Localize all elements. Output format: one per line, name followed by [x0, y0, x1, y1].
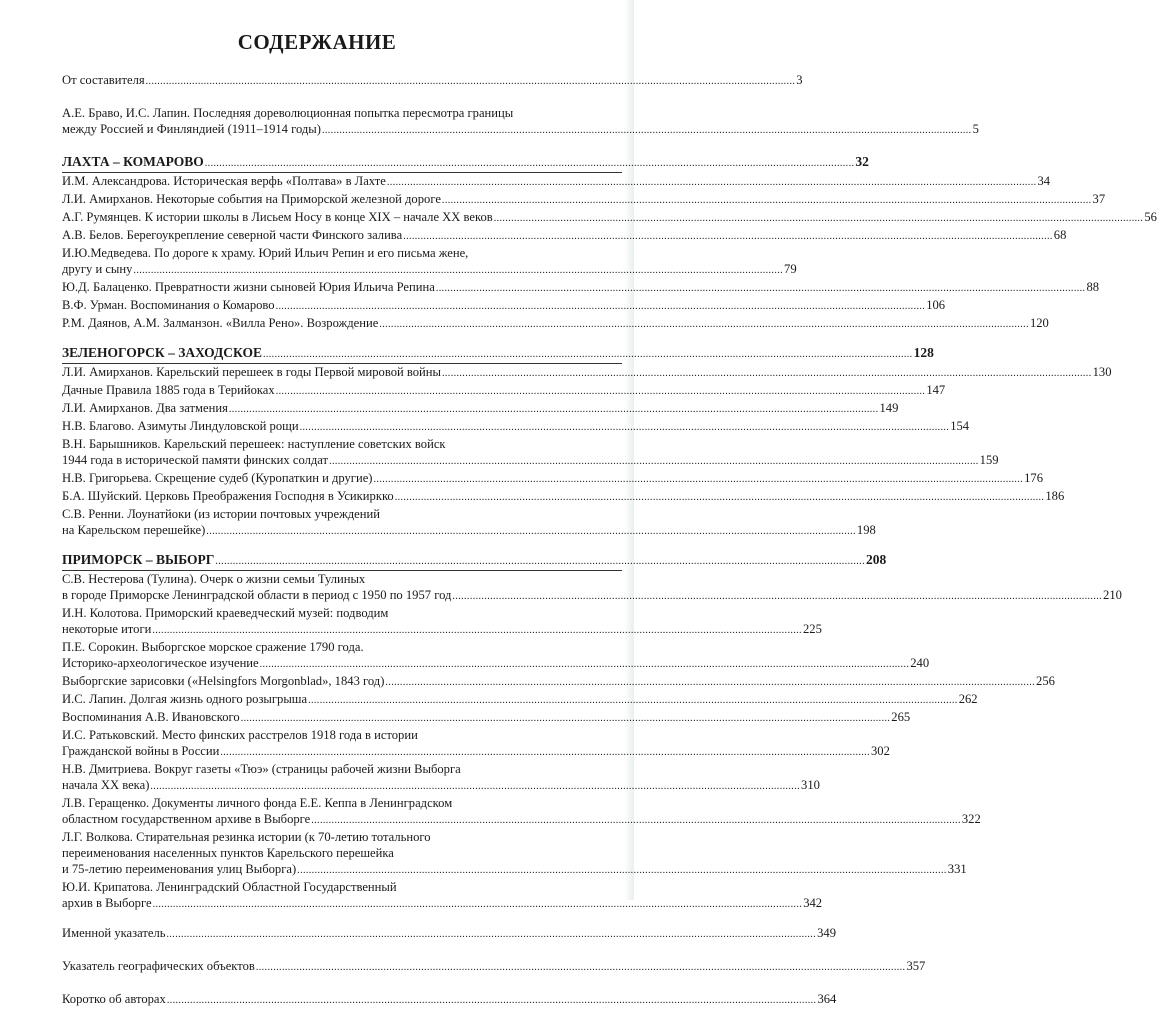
entry-title: Коротко об авторах	[62, 992, 166, 1006]
entry-title: областном государственном архиве в Выборге	[62, 812, 311, 826]
page-number: 159	[979, 453, 999, 467]
entry-title: Н.В. Благово. Азимуты Линдуловской рощи	[62, 419, 299, 433]
dot-leader	[167, 925, 817, 943]
page-number: 322	[961, 812, 981, 826]
dot-leader	[442, 191, 1092, 209]
page-number: 208	[865, 552, 887, 567]
toc-row	[62, 315, 1049, 333]
toc-entry	[62, 382, 946, 400]
toc-entry	[62, 315, 1049, 333]
entry-line: И.С. Ратьковский. Место финских расстрелов 1918 года в истории	[62, 728, 418, 742]
toc-entry	[62, 761, 820, 795]
toc-entry	[62, 209, 1157, 227]
dot-leader	[387, 173, 1037, 191]
dot-leader	[300, 418, 950, 436]
dot-leader	[133, 261, 783, 279]
toc-entry	[62, 795, 981, 829]
toc-entry	[62, 709, 911, 727]
toc-row	[62, 470, 1044, 488]
entry-title: Историко-археологическое изучение	[62, 656, 259, 670]
toc-row	[62, 452, 999, 470]
toc-entry	[62, 418, 970, 436]
page-number: 34	[1037, 174, 1051, 188]
table-of-contents	[62, 72, 1157, 1024]
page-number: 37	[1092, 192, 1106, 206]
page-number: 147	[926, 383, 946, 397]
entry-title: Выборгские зарисовки («Helsingfors Morgonblad», 1843 год)	[62, 674, 385, 688]
toc-row	[62, 345, 934, 364]
dot-leader	[442, 364, 1092, 382]
entry-title: начала XX века)	[62, 778, 150, 792]
toc-row	[62, 209, 1157, 227]
dot-leader	[256, 958, 906, 976]
toc-row	[62, 655, 930, 673]
entry-title: Р.М. Даянов, А.М. Залманзон. «Вилла Рено». Возрождение	[62, 316, 379, 330]
dot-leader	[297, 861, 947, 879]
entry-line: С.В. Нестерова (Тулина). Очерк о жизни семьи Тулиных	[62, 572, 366, 586]
entry-title: и 75-летию переименования улиц Выборга)	[62, 862, 297, 876]
entry-title: Л.И. Амирханов. Карельский перешеек в годы Первой мировой войны	[62, 365, 441, 379]
entry-title: Л.И. Амирханов. Два затмения	[62, 401, 228, 415]
entry-line: И.Ю.Медведева. По дороге к храму. Юрий Ильич Репин и его письма жене,	[62, 246, 469, 260]
toc-row	[62, 227, 1067, 245]
page-number: 128	[913, 345, 934, 360]
entry-line: Ю.И. Крипатова. Ленинградский Областной Государственный	[62, 880, 397, 894]
toc-entry	[62, 488, 1065, 506]
toc-row	[62, 709, 911, 727]
toc-row	[62, 488, 1065, 506]
page-number: 331	[947, 862, 967, 876]
toc-entry	[62, 991, 837, 1009]
page-number: 32	[855, 154, 869, 169]
page-number: 310	[801, 778, 820, 792]
page-number: 302	[870, 744, 890, 758]
page-number: 3	[796, 73, 803, 87]
toc-entry	[62, 72, 803, 90]
toc-row	[62, 261, 797, 279]
entry-title: И.М. Александрова. Историческая верфь «Полтава» в Лахте	[62, 174, 386, 188]
dot-leader	[205, 154, 855, 172]
dot-leader	[146, 72, 796, 90]
page-number: 176	[1024, 471, 1044, 485]
entry-title: Указатель географических объектов	[62, 959, 255, 973]
page-number: 357	[906, 959, 926, 973]
page-number: 225	[802, 622, 822, 636]
entry-title: В.Ф. Урман. Воспоминания о Комарово	[62, 298, 275, 312]
page-title: СОДЕРЖАНИЕ	[237, 30, 397, 54]
toc-entry	[62, 727, 890, 761]
toc-entry	[62, 639, 930, 673]
entry-title: между Россией и Финляндией (1911–1914 годы)	[62, 122, 321, 136]
dot-leader	[206, 522, 856, 540]
toc-entry	[62, 297, 946, 315]
dot-leader	[229, 400, 879, 418]
toc-section	[62, 345, 1112, 540]
toc-row	[62, 400, 899, 418]
entry-title: в городе Приморске Ленинградской области в период с 1950 по 1957 год	[62, 588, 452, 602]
toc-row	[62, 279, 1100, 297]
toc-section	[62, 154, 1157, 333]
entry-title: некоторые итоги	[62, 622, 152, 636]
toc-entry	[62, 400, 899, 418]
page-number: 342	[803, 896, 823, 910]
dot-leader	[403, 227, 1053, 245]
entry-title: Гражданской войны в России	[62, 744, 220, 758]
toc-row	[62, 418, 970, 436]
toc-row	[62, 382, 946, 400]
toc-section	[62, 552, 1122, 913]
toc-entry	[62, 364, 1112, 382]
toc-entry	[62, 506, 876, 540]
page-number: 120	[1029, 316, 1049, 330]
entry-line: В.Н. Барышников. Карельский перешеек: наступление советских войск	[62, 437, 446, 451]
entry-title: Именной указатель	[62, 926, 166, 940]
toc-entry	[62, 958, 926, 976]
page-number: 149	[879, 401, 899, 415]
page-number: 349	[817, 926, 836, 940]
toc-entry	[62, 279, 1100, 297]
toc-entry	[62, 879, 823, 913]
dot-leader	[436, 279, 1086, 297]
entry-line: Л.Г. Волкова. Стирательная резинка истории (к 70-летию тотального	[62, 830, 431, 844]
toc-row	[62, 522, 876, 540]
dot-leader	[395, 488, 1045, 506]
entry-title: И.С. Лапин. Долгая жизнь одного розыгрыша	[62, 692, 308, 706]
dot-leader	[150, 777, 800, 795]
toc-entry	[62, 191, 1106, 209]
page-number: 56	[1144, 210, 1157, 224]
dot-leader	[220, 743, 870, 761]
page-number: 240	[910, 656, 930, 670]
toc-entry	[62, 245, 797, 279]
page-number: 364	[817, 992, 837, 1006]
toc-row	[62, 72, 803, 90]
toc-row	[62, 925, 836, 943]
dot-leader	[260, 655, 910, 673]
page-number: 106	[926, 298, 946, 312]
entry-title: Б.А. Шуйский. Церковь Преображения Господня в Усикиркко	[62, 489, 394, 503]
dot-leader	[322, 121, 972, 139]
entry-title: Дачные Правила 1885 года в Терийоках	[62, 383, 275, 397]
page-number: 198	[856, 523, 876, 537]
page-number: 210	[1103, 588, 1122, 602]
page-number: 186	[1045, 489, 1065, 503]
toc-entry	[62, 173, 1051, 191]
entry-line: А.Е. Браво, И.С. Лапин. Последняя дореволюционная попытка пересмотра границы	[62, 106, 514, 120]
page-number: 256	[1036, 674, 1055, 688]
toc-row	[62, 861, 967, 879]
entry-title: Л.И. Амирханов. Некоторые события на Приморской железной дороге	[62, 192, 441, 206]
toc-row	[62, 191, 1106, 209]
entry-line: П.Е. Сорокин. Выборгское морское сражение 1790 года.	[62, 640, 364, 654]
toc-row	[62, 552, 887, 571]
entry-title: Ю.Д. Балаценко. Превратности жизни сыновей Юрия Ильича Репина	[62, 280, 435, 294]
page-number: 68	[1053, 228, 1067, 242]
dot-leader	[276, 297, 926, 315]
toc-row	[62, 895, 823, 913]
page-number: 79	[784, 262, 797, 276]
dot-leader	[452, 587, 1102, 605]
dot-leader	[308, 691, 958, 709]
dot-leader	[263, 345, 913, 363]
dot-leader	[374, 470, 1024, 488]
dot-leader	[379, 315, 1029, 333]
toc-entry	[62, 605, 822, 639]
dot-leader	[276, 382, 926, 400]
dot-leader	[167, 991, 817, 1009]
entry-title: ЗЕЛЕНОГОРСК – ЗАХОДСКОЕ	[62, 345, 262, 360]
dot-leader	[241, 709, 891, 727]
toc-entry	[62, 925, 836, 943]
entry-title: на Карельском перешейке)	[62, 523, 206, 537]
toc-row	[62, 587, 1122, 605]
page-number: 154	[950, 419, 970, 433]
page-number: 262	[958, 692, 978, 706]
entry-title: 1944 года в исторической памяти финских солдат	[62, 453, 329, 467]
entry-line: переименования населенных пунктов Карельского перешейка	[62, 846, 394, 860]
entry-title: Воспоминания А.В. Ивановского	[62, 710, 240, 724]
toc-entry	[62, 227, 1067, 245]
toc-row	[62, 121, 979, 139]
toc-entry	[62, 105, 979, 139]
entry-line: Н.В. Дмитриева. Вокруг газеты «Тюэ» (страницы рабочей жизни Выборга	[62, 762, 461, 776]
toc-entry	[62, 829, 967, 879]
toc-row	[62, 691, 978, 709]
toc-row	[62, 154, 869, 173]
dot-leader	[215, 552, 865, 570]
toc-row	[62, 958, 926, 976]
entry-line: С.В. Ренни. Лоунатйоки (из истории почтовых учреждений	[62, 507, 380, 521]
entry-title: Н.В. Григорьева. Скрещение судеб (Куропаткин и другие)	[62, 471, 373, 485]
page-number: 5	[972, 122, 979, 136]
toc-entry	[62, 673, 1055, 691]
toc-row	[62, 173, 1051, 191]
toc-row	[62, 743, 890, 761]
page-number: 265	[891, 710, 911, 724]
entry-title: другу и сыну	[62, 262, 133, 276]
page-number: 88	[1086, 280, 1100, 294]
toc-row	[62, 673, 1055, 691]
dot-leader	[311, 811, 961, 829]
toc-entry	[62, 691, 978, 709]
toc-row	[62, 297, 946, 315]
page-number: 130	[1092, 365, 1112, 379]
entry-title: ПРИМОРСК – ВЫБОРГ	[62, 552, 215, 567]
toc-row	[62, 991, 837, 1009]
dot-leader	[385, 673, 1035, 691]
toc-entry	[62, 470, 1044, 488]
entry-title: ЛАХТА – КОМАРОВО	[62, 154, 204, 169]
dot-leader	[152, 621, 802, 639]
toc-entry	[62, 436, 999, 470]
entry-title: А.В. Белов. Берегоукрепление северной части Финского залива	[62, 228, 403, 242]
toc-row	[62, 364, 1112, 382]
toc-entry	[62, 571, 1122, 605]
entry-title: архив в Выборге	[62, 896, 152, 910]
entry-line: И.Н. Колотова. Приморский краеведческий музей: подводим	[62, 606, 389, 620]
dot-leader	[329, 452, 979, 470]
toc-row	[62, 811, 981, 829]
toc-row	[62, 777, 820, 795]
toc-row	[62, 621, 822, 639]
entry-title: От составителя	[62, 73, 145, 87]
dot-leader	[153, 895, 803, 913]
dot-leader	[494, 209, 1144, 227]
entry-line: Л.В. Геращенко. Документы личного фонда Е.Е. Кеппа в Ленинградском	[62, 796, 453, 810]
entry-title: А.Г. Румянцев. К истории школы в Лисьем Носу в конце XIX – начале XX веков	[62, 210, 493, 224]
